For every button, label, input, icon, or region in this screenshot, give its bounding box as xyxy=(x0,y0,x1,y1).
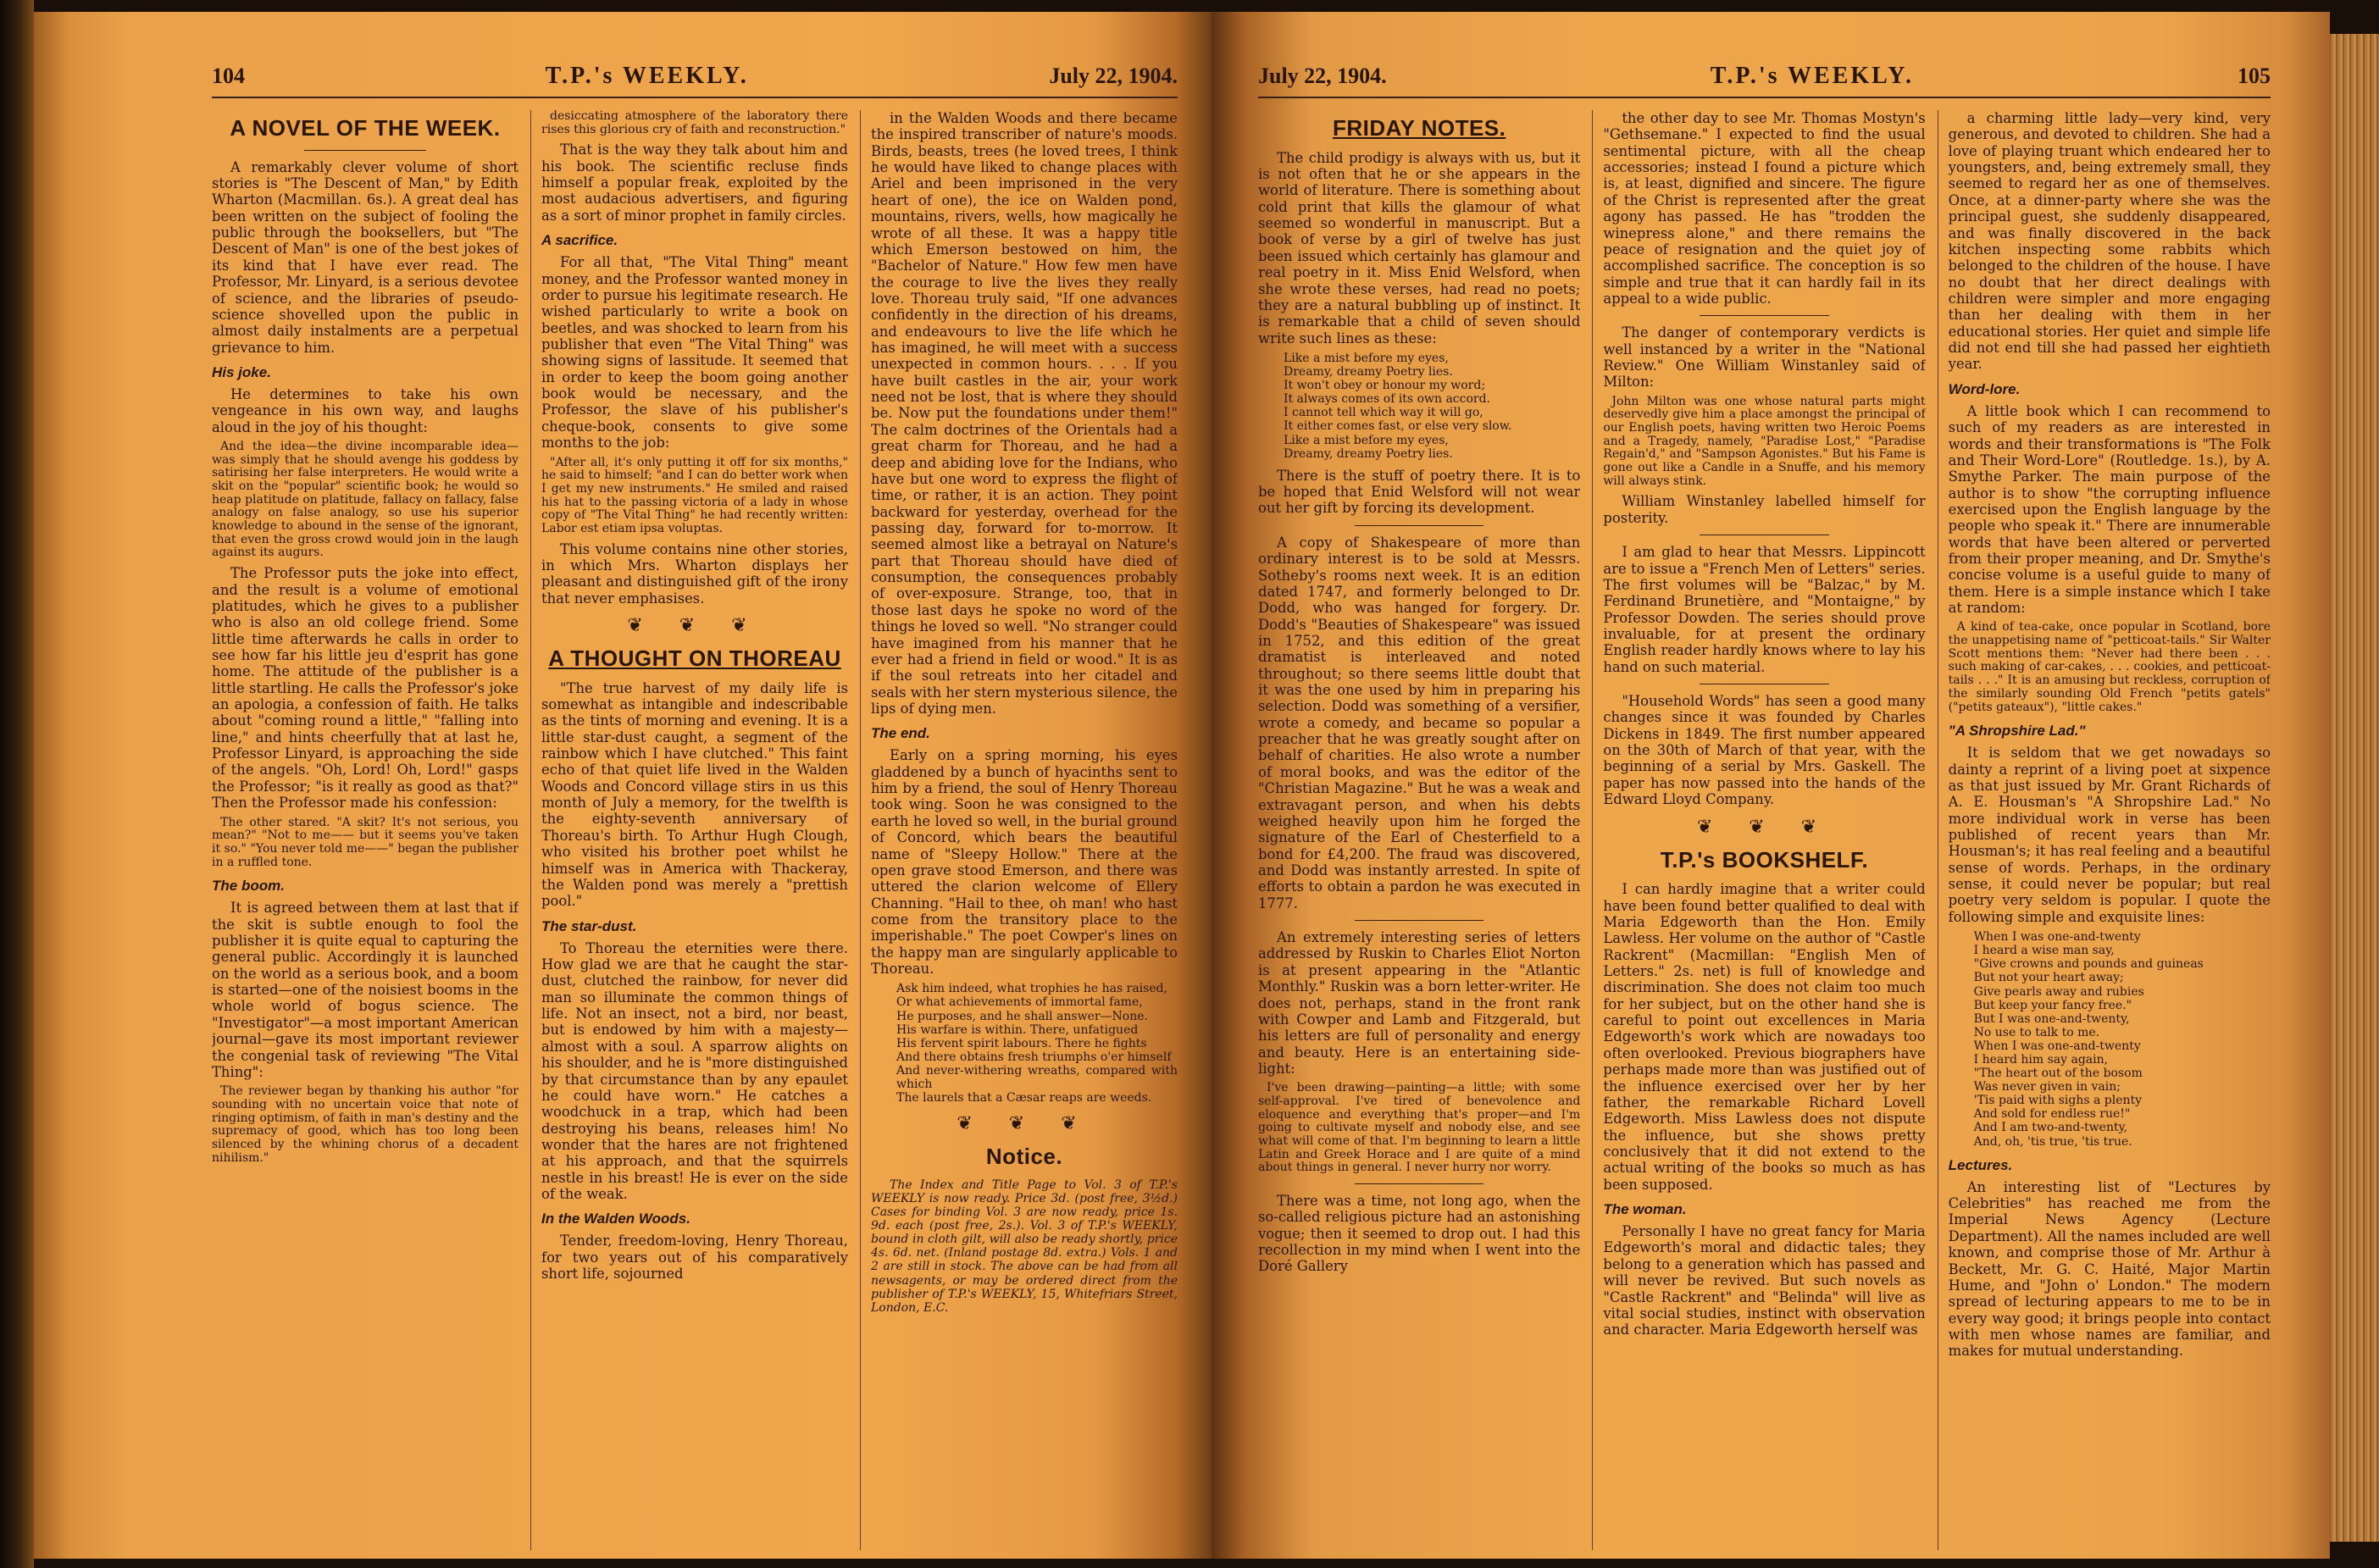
ornament-icon: ❦ ❦ ❦ xyxy=(957,1113,1092,1135)
quote: The other stared. "A skit? It's not serious, you mean?" "Not to me—— but it seems you've taken it so." "You never told me——" began the publisher in a ruffled tone. xyxy=(212,815,518,869)
left-col-1 xyxy=(212,110,518,1550)
poem-line: He purposes, and he shall answer—None. xyxy=(896,1009,1148,1023)
paragraph: Tender, freedom-loving, Henry Thoreau, for two years out of his comparatively short life, sojourned xyxy=(541,1233,848,1283)
subheading: Lectures. xyxy=(1948,1156,2013,1173)
poem-line: It won't obey or honour my word; xyxy=(1284,379,1486,393)
article-title-thoreau: A THOUGHT ON THOREAU xyxy=(548,645,841,671)
rule xyxy=(1355,1183,1483,1184)
poem-line: But I was one-and-twenty, xyxy=(1973,1011,2130,1026)
paragraph: There was a time, not long ago, when the so-called religious picture had an astonishing vogue; then it seemed to drop out. I had this recollection in my mind when I went into the Doré Gallery xyxy=(1258,1193,1581,1275)
right-page-number: 105 xyxy=(2238,64,2271,88)
paragraph: It is agreed between them at last that if the skit is subtle enough to fool the publisher it is quite equal to capturing the general public. Accordingly it is launched on the world as a serious book, and a boom is started—one of the noisiest booms in the whole world of bogus science. The "Investigator"—a most important American journal—gave its most important reviewer the congenial task of reviewing "The Vital Thing": xyxy=(212,900,518,1080)
rule xyxy=(1355,525,1483,526)
poem-cowper xyxy=(896,982,1178,1105)
poem-line: But not your heart away; xyxy=(1973,971,2124,985)
poem-line: His fervent spirit labours. There he fights xyxy=(896,1036,1147,1050)
subheading: The boom. xyxy=(212,878,285,895)
left-columns xyxy=(212,110,1178,1550)
paragraph: The child prodigy is always with us, but it is not often that he or she appears in the world of literature. There is something about cold print that kills the glamour of what seemed so wonderful in manuscript. But a book of verse by a girl of twelve has just been issued which certainly has glamour and real poetry in it. Miss Enid Welsford, when she wrote these verses, had read no poets; they are a natural bubbling up of instinct. It is remarkable that a child of seven should write such lines as these: xyxy=(1258,149,1581,346)
poem-line: No use to talk to me. xyxy=(1973,1025,2100,1039)
rule xyxy=(304,150,427,151)
paragraph: I can hardly imagine that a writer could have been found better qualified to deal with Maria Edgeworth than the Hon. Emily Lawless. Her volume on the author of "Castle Rackrent" (Macmillan: "English Men of Letters." 2s. net) is full of knowledge and discrimination. She does not claim too much for her subject, but on the other hand she is careful to point out excellences in Maria Edgeworth's work which are nowadays too often overlooked. Previous biographers have perhaps made more than was justified out of the influence exercised over her by her father, the remarkable Richard Lovell Edgeworth. Miss Lawless does not dispute the influence, but she shows pretty conclusively that it did not extend to the actual writing of the books so much as has been supposed. xyxy=(1603,881,1926,1193)
ornament-icon: ❦ ❦ ❦ xyxy=(1696,816,1833,838)
ornament-icon: ❦ ❦ ❦ xyxy=(627,614,762,636)
rule xyxy=(1355,920,1483,921)
poem-line: I heard him say again, xyxy=(1973,1053,2109,1067)
book-spread xyxy=(17,12,2372,1559)
left-col-2 xyxy=(530,110,848,1550)
poem-line: But keep your fancy free." xyxy=(1973,998,2132,1012)
paragraph: the other day to see Mr. Thomas Mostyn's "Gethsemane." I expected to find the usual sentimental picture, with all the cheap accessories; instead I found a picture which is, at least, dignified and sincere. The figure of the Christ is represented after the great agony has passed. He has "trodden the winepress alone," and there remains the peace of resignation and the quiet joy of accomplished sacrifice. The conception is so simple and true that it can hardly fail in its appeal to a wide public. xyxy=(1603,110,1926,307)
right-date: July 22, 1904. xyxy=(1258,64,1387,88)
poem-line: His warfare is within. There, unfatigued xyxy=(896,1022,1139,1037)
quote: The reviewer began by thanking his author "for sounding with no uncertain voice that note of ringing optimism, of faith in man's destiny and the supremacy of good, which has too long been silenced by the whining chorus of a decadent nihilism." xyxy=(212,1084,518,1165)
quote: I've been drawing—painting—a little; with some self-approval. I've tired of benevolence and eloquence and everything that's proper—and I'm going to cultivate myself and nobody else, and see what will come of that. I'm beginning to learn a little Latin and Greek Horace and I are quite of a mind about things in general. I never hurry nor worry. xyxy=(1258,1081,1581,1175)
poem-line: Or what achievements of immortal fame, xyxy=(896,995,1143,1010)
paragraph: The danger of contemporary verdicts is well instanced by a writer in the "National Review." One William Winstanley said of Milton: xyxy=(1603,324,1926,391)
paragraph: This volume contains nine other stories, in which Mrs. Wharton displays her pleasant and distinguished gift of the irony that never emphasises. xyxy=(541,540,848,607)
paragraph: An extremely interesting series of letters addressed by Ruskin to Charles Eliot Norton is at present appearing in the "Atlantic Monthly." Ruskin was a born letter-writer. He does not, perhaps, stand in the front rank with Cowper and Lamb and Fitzgerald, but his letters are full of personality and energy and beauty. Here is an entertaining side-light: xyxy=(1258,929,1581,1077)
right-col-2 xyxy=(1592,110,1925,1550)
quote: John Milton was one whose natural parts might deservedly give him a place amongst the principal of our English poets, having written two Heroic Poems and a Tragedy, namely, "Paradise Lost," "Paradise Regain'd," and "Sampson Agonistes." But his Fame is gone out like a Candle in a Snuffe, and his memory will always stink. xyxy=(1603,394,1926,488)
poem-line: And sold for endless rue!" xyxy=(1973,1107,2131,1122)
poem-line: Was never given in vain; xyxy=(1973,1080,2121,1094)
poem-line: And, oh, 'tis true, 'tis true. xyxy=(1973,1134,2132,1149)
quote: desiccating atmosphere of the laboratory there rises this glorious cry of faith and reconstruction." xyxy=(541,110,848,136)
rule xyxy=(1700,315,1828,316)
subheading: The woman. xyxy=(1603,1201,1687,1218)
poem-line: Dreamy, dreamy Poetry lies. xyxy=(1284,446,1453,461)
poem-line: And never-withering wreaths, compared with which xyxy=(896,1063,1178,1092)
right-columns xyxy=(1258,110,2271,1550)
subheading: His joke. xyxy=(212,363,271,380)
quote: A kind of tea-cake, once popular in Scotland, bore the unappetising name of "petticoat-tails." Sir Walter Scott mentions them: "Never had there been . . . such making of car-cakes, . . . cookies, and petticoat-tails . . ." It is an amusing but reckless, corruption of the similarly sounding Old French "petits gatels" ("petits gateaux"), "little cakes." xyxy=(1948,620,2271,714)
poem-line: Like a mist before my eyes, xyxy=(1284,351,1449,365)
left-masthead: T.P.'s WEEKLY. xyxy=(545,63,749,89)
right-page-header xyxy=(1258,63,2271,98)
poem-line: Like a mist before my eyes, xyxy=(1284,433,1449,447)
paragraph: A little book which I can recommend to such of my readers as are interested in words and their transformations is "The Folk and Their Word-Lore" (Routledge. 1s.), by A. Smythe Parker. The main purpose of the author is to show "the corrupting influence exercised upon the English language by the people who speak it." There are innumerable words that have been altered or perverted from their proper meaning, and Dr. Smythe's concise volume is a useful guide to many of them. Here is a simple instance which I take at random: xyxy=(1948,402,2271,617)
paragraph: Personally I have no great fancy for Maria Edgeworth's moral and didactic tales; they belong to a generation which has passed and will never be revived. But such novels as "Castle Rackrent" and "Belinda" will live as vital social studies, instinct with observation and character. Maria Edgeworth herself was xyxy=(1603,1223,1926,1338)
paragraph: The Professor puts the joke into effect, and the result is a volume of emotional platitudes, which he gives to a publisher who is also an old college friend. Some little time afterwards he calls in order to see how far his little jeu d'esprit has gone home. The attitude of the publisher is a little startling. He calls the Professor's joke an apologia, a confession of faith. He talks about "coming round a little," "falling into line," and hints cheerfully that at last he, Professor Linyard, is approaching the side of the angels. "Oh, Lord! Oh, Lord!" gasps the Professor; "is it really as good as that?" Then the Professor made his confession: xyxy=(212,565,518,812)
left-col-3 xyxy=(860,110,1178,1550)
subheading: "A Shropshire Lad." xyxy=(1948,723,2086,740)
poem-line: Dreamy, dreamy Poetry lies. xyxy=(1284,365,1453,380)
subheading: The star-dust. xyxy=(541,917,637,934)
paragraph: William Winstanley labelled himself for posterity. xyxy=(1603,493,1926,526)
paragraph: To Thoreau the eternities were there. How glad we are that he caught the star-dust, clutched the rainbow, for never did man so illuminate the common things of life. Not an insect, not a bird, nor beast, but is endowed by him with a majesty—almost with a soul. A sparrow alights on his shoulder, and he is "more distinguished by that circumstance than by any epaulet he could have worn." He catches a woodchuck in a trap, which had been destroying his beans, releases him! No wonder that the hares are not frightened at his approach, and that the squirrels nestle in his breast! He is ever on the side of the weak. xyxy=(541,939,848,1203)
poem-line: 'Tis paid with sighs a plenty xyxy=(1973,1094,2143,1108)
poem-line: The laurels that a Cæsar reaps are weeds. xyxy=(896,1091,1152,1105)
poem-line: It either comes fast, or else very slow. xyxy=(1284,419,1512,434)
right-col-3 xyxy=(1938,110,2271,1550)
subheading: Word-lore. xyxy=(1948,380,2021,397)
subheading: A sacrifice. xyxy=(541,232,618,249)
right-col-1 xyxy=(1258,110,1580,1550)
poem-line: I heard a wise man say, xyxy=(1973,944,2115,958)
poem-line: When I was one-and-twenty xyxy=(1973,1039,2141,1053)
paragraph: "The true harvest of my daily life is somewhat as intangible and indescribable as the tints of morning and evening. It is a little star-dust caught, a segment of the rainbow which I have clutched." This faint echo of that quiet life lived in the Walden Woods and Concord village stirs in us this month of July a memory, for the twelfth is the eighty-seventh anniversary of Thoreau's birth. To Arthur Hugh Clough, who visited his brother poet whilst he himself was in America with Thackeray, the Walden pond was merely a "prettish pool." xyxy=(541,679,848,910)
paragraph: A copy of Shakespeare of more than ordinary interest is to be sold at Messrs. Sotheby's rooms next week. It is an edition dated 1747, and formerly belonged to Dr. Dodd, who was hanged for forgery. Dr. Dodd's "Beauties of Shakespeare" was issued in 1752, and this edition of the great dramatist is interleaved and noted throughout; so there seems little doubt that it was the one used by him in preparing his selection. Dodd was something of a versifier, wrote a comedy, and became so popular a preacher that he was greatly sought after on behalf of charities. He also wrote a number of moral books, and was the editor of the "Christian Magazine." But he was a weak and extravagant person, and when his debts weighed heavily upon him he forged the signature of the Earl of Chesterfield to a bond for £4,200. The fraud was discovered, and Dodd was instantly arrested. In spite of efforts to obtain a pardon he was executed in 1777. xyxy=(1258,534,1581,911)
article-title-friday: FRIDAY NOTES. xyxy=(1332,115,1506,141)
paragraph: It is seldom that we get nowadays so dainty a reprint of a living poet at sixpence as that just issued by Mr. Grant Richards of A. E. Housman's "A Shropshire Lad." No more individual work in verse has been published of recent years than Mr. Housman's; it has real feeling and a beautiful sense of words. Perhaps, in the ordinary sense, it could never be popular; but real poetry very seldom is popular. I quote the following simple and exquisite lines: xyxy=(1948,745,2271,925)
quote: And the idea—the divine incomparable idea—was simply that he should avenge his goddess by satirising her false interpreters. He would write a skit on the "popular" scientific book; he would so heap platitude on platitude, fallacy on fallacy, false analogy on false analogy, so use his superior knowledge to abound in the sense of the ignorant, that even the gross crowd would join in the laugh against its augurs. xyxy=(212,440,518,560)
paragraph: Early on a spring morning, his eyes gladdened by a bunch of hyacinths sent to him by a friend, the soul of Henry Thoreau took wing. Soon he was consigned to the earth he loved so well, in the burial ground of Concord, which bears the beautiful name of "Sleepy Hollow." There at the open grave stood Emerson, and there was uttered the clarion welcome of Ellery Channing. "Hail to thee, oh man! who hast come from the transitory place to the imperishable." The poet Cowper's lines on the happy man are singularly applicable to Thoreau. xyxy=(871,747,1178,978)
poem-line: It always comes of its own accord. xyxy=(1284,392,1491,407)
article-title-bookshelf: T.P.'s BOOKSHELF. xyxy=(1660,846,1869,873)
paragraph: For all that, "The Vital Thing" meant money, and the Professor wanted money in order to pursue his legitimate research. He wished particularly to write a book on beetles, and was shocked to learn from his publisher that even "The Vital Thing" was showing signs of lassitude. It seemed that in order to keep the boom going another book would be necessary, and the Professor, the slave of his publisher's cheque-book, consents to give some months to the job: xyxy=(541,254,848,452)
left-page xyxy=(34,12,1212,1559)
paragraph: There is the stuff of poetry there. It is to be hoped that Enid Welsford will not wear out her gift by forcing its development. xyxy=(1258,467,1581,517)
paragraph: a charming little lady—very kind, very generous, and devoted to children. She had a love of playing truant which endeared her to youngsters, and, being extremely small, they seemed to regard her as one of themselves. Once, at a dinner-party where she was the principal guest, she suddenly disappeared, and was finally discovered in the back kitchen inspecting some rabbits which belonged to the children of the house. I have no doubt that her direct dealings with children were simpler and more engaging than her dealing with them in her educational stories. Her quiet and simple life did not end till she had passed her eightieth year. xyxy=(1948,110,2271,373)
poem-line: When I was one-and-twenty xyxy=(1973,930,2141,945)
poem-line: "The heart out of the bosom xyxy=(1973,1067,2143,1081)
article-title-novel: A NOVEL OF THE WEEK. xyxy=(230,115,501,141)
left-page-number: 104 xyxy=(212,64,245,88)
right-page xyxy=(1212,12,2330,1559)
paragraph: That is the way they talk about him and his book. The scientific recluse finds himself a popular freak, exploited by the most audacious advertisers, and figuring as a sort of minor prophet in family circles. xyxy=(541,141,848,224)
subheading: In the Walden Woods. xyxy=(541,1211,690,1227)
poem-line: "Give crowns and pounds and guineas xyxy=(1973,957,2204,972)
right-masthead: T.P.'s WEEKLY. xyxy=(1710,63,1914,89)
left-date: July 22, 1904. xyxy=(1049,64,1178,88)
poem-line: And there obtains fresh triumphs o'er himself xyxy=(896,1050,1172,1064)
poem-welsford xyxy=(1284,352,1580,461)
paragraph: An interesting list of "Lectures by Celebrities" has reached me from the Imperial News Agency (Lecture Department). All the names included are well known, and comprise those of Mr. Arthur à Beckett, Mr. G. C. Haité, Major Martin Hume, and "John o' London." The modern spread of lecturing appears to me to be in every way good; it brings people into contact with men whose names are familiar, and makes for mutual understanding. xyxy=(1948,1178,2271,1360)
poem-line: Ask him indeed, what trophies he has raised, xyxy=(896,982,1168,996)
paragraph: "Household Words" has seen a good many changes since it was founded by Charles Dickens in 1849. The first number appeared on the 30th of March of that year, with the beginning of a serial by Mrs. Gaskell. The paper has now passed into the hands of the Edward Lloyd Company. xyxy=(1603,693,1926,808)
paragraph: in the Walden Woods and there became the inspired transcriber of nature's moods. Birds, beasts, trees (he loved trees, I think he would have liked to change places with Ariel and been imprisoned in the very heart of one), the ice on Walden pond, mountains, rivers, wells, how magically he wrote of all these. It was a happy title which Emerson bestowed on him, the "Bachelor of Nature." How few men have the courage to live the lives they really love. Thoreau truly said, "If one advances confidently in the direction of his dreams, and endeavours to live the life which he has imagined, he will meet with a success unexpected in common hours. . . . If you have built castles in the air, your work need not be lost, that is where they should be. Now put the foundations under them!" The calm doctrines of the Orientals had a great charm for Thoreau, and he had a deep and abiding love for the Indians, who have but one word to express the flight of time, or rather, it is an action. They point backward for yesterday, overhead for the passing day, forward for to-morrow. It seemed almost like a betrayal on Nature's part that Thoreau should have died of consumption, the consequences probably of over-exposure. Strange, too, that in those last days he spoke no word of the things he loved so well. "No stranger could have imagined from his manner that he ever had a friend in field or wood." It is as if the soul retreats into her citadel and seals with her stern mysterious silence, the lips of dying men. xyxy=(871,110,1178,717)
left-page-header xyxy=(212,63,1178,98)
notice-text: The Index and Title Page to Vol. 3 of T.P.'s WEEKLY is now ready. Price 3d. (post free, 3½d.) Cases for binding Vol. 3 are now ready, price 1s. 9d. each (post free, 2s.). Vol. 3 of T.P.'s WEEKLY, bound in cloth gilt, will also be ready shortly, price 4s. 6d. net. (Inland postage 8d. extra.) Vols. 1 and 2 are still in stock. The above can be had from all newsagents, or may be ordered direct from the publisher of T.P.'s WEEKLY, 15, Whitefriars Street, London, E.C. xyxy=(871,1177,1178,1315)
paragraph: He determines to take his own vengeance in his own way, and laughs aloud in the joy of his thought: xyxy=(212,386,518,435)
poem-housman xyxy=(1974,930,2271,1149)
subheading: The end. xyxy=(871,725,930,742)
poem-line: And I am two-and-twenty, xyxy=(1973,1121,2128,1135)
notice-title: Notice. xyxy=(985,1144,1063,1170)
paragraph: I am glad to hear that Messrs. Lippincott are to issue a "French Men of Letters" series. The first volumes will be "Balzac," by M. Ferdinand Brunetière, and "Montaigne," by Professor Dowden. The series should prove invaluable, for at present the ordinary English reader hardly knows where to lay his hand on such material. xyxy=(1603,544,1926,675)
poem-line: I cannot tell which way it will go, xyxy=(1284,406,1483,420)
quote: "After all, it's only putting it off for six months," he said to himself; "and I can do better work when I get my new instruments." He smiled and raised his hat to the passing victoria of a lady in whose copy of "The Vital Thing" he had recently written: Labor est etiam ipsa voluptas. xyxy=(541,455,848,535)
poem-line: Give pearls away and rubies xyxy=(1973,984,2144,999)
paragraph: A remarkably clever volume of short stories is "The Descent of Man," by Edith Wharton (Macmillan. 6s.). A great deal has been written on the subject of fooling the public through the booksellers, but "The Descent of Man" is one of the best jokes of its kind that I have ever read. The Professor, Mr. Linyard, is a serious devotee of science, and the libraries of pseudo-science shovelled upon the public in almost daily instalments are a perpetual grievance to him. xyxy=(212,158,518,356)
